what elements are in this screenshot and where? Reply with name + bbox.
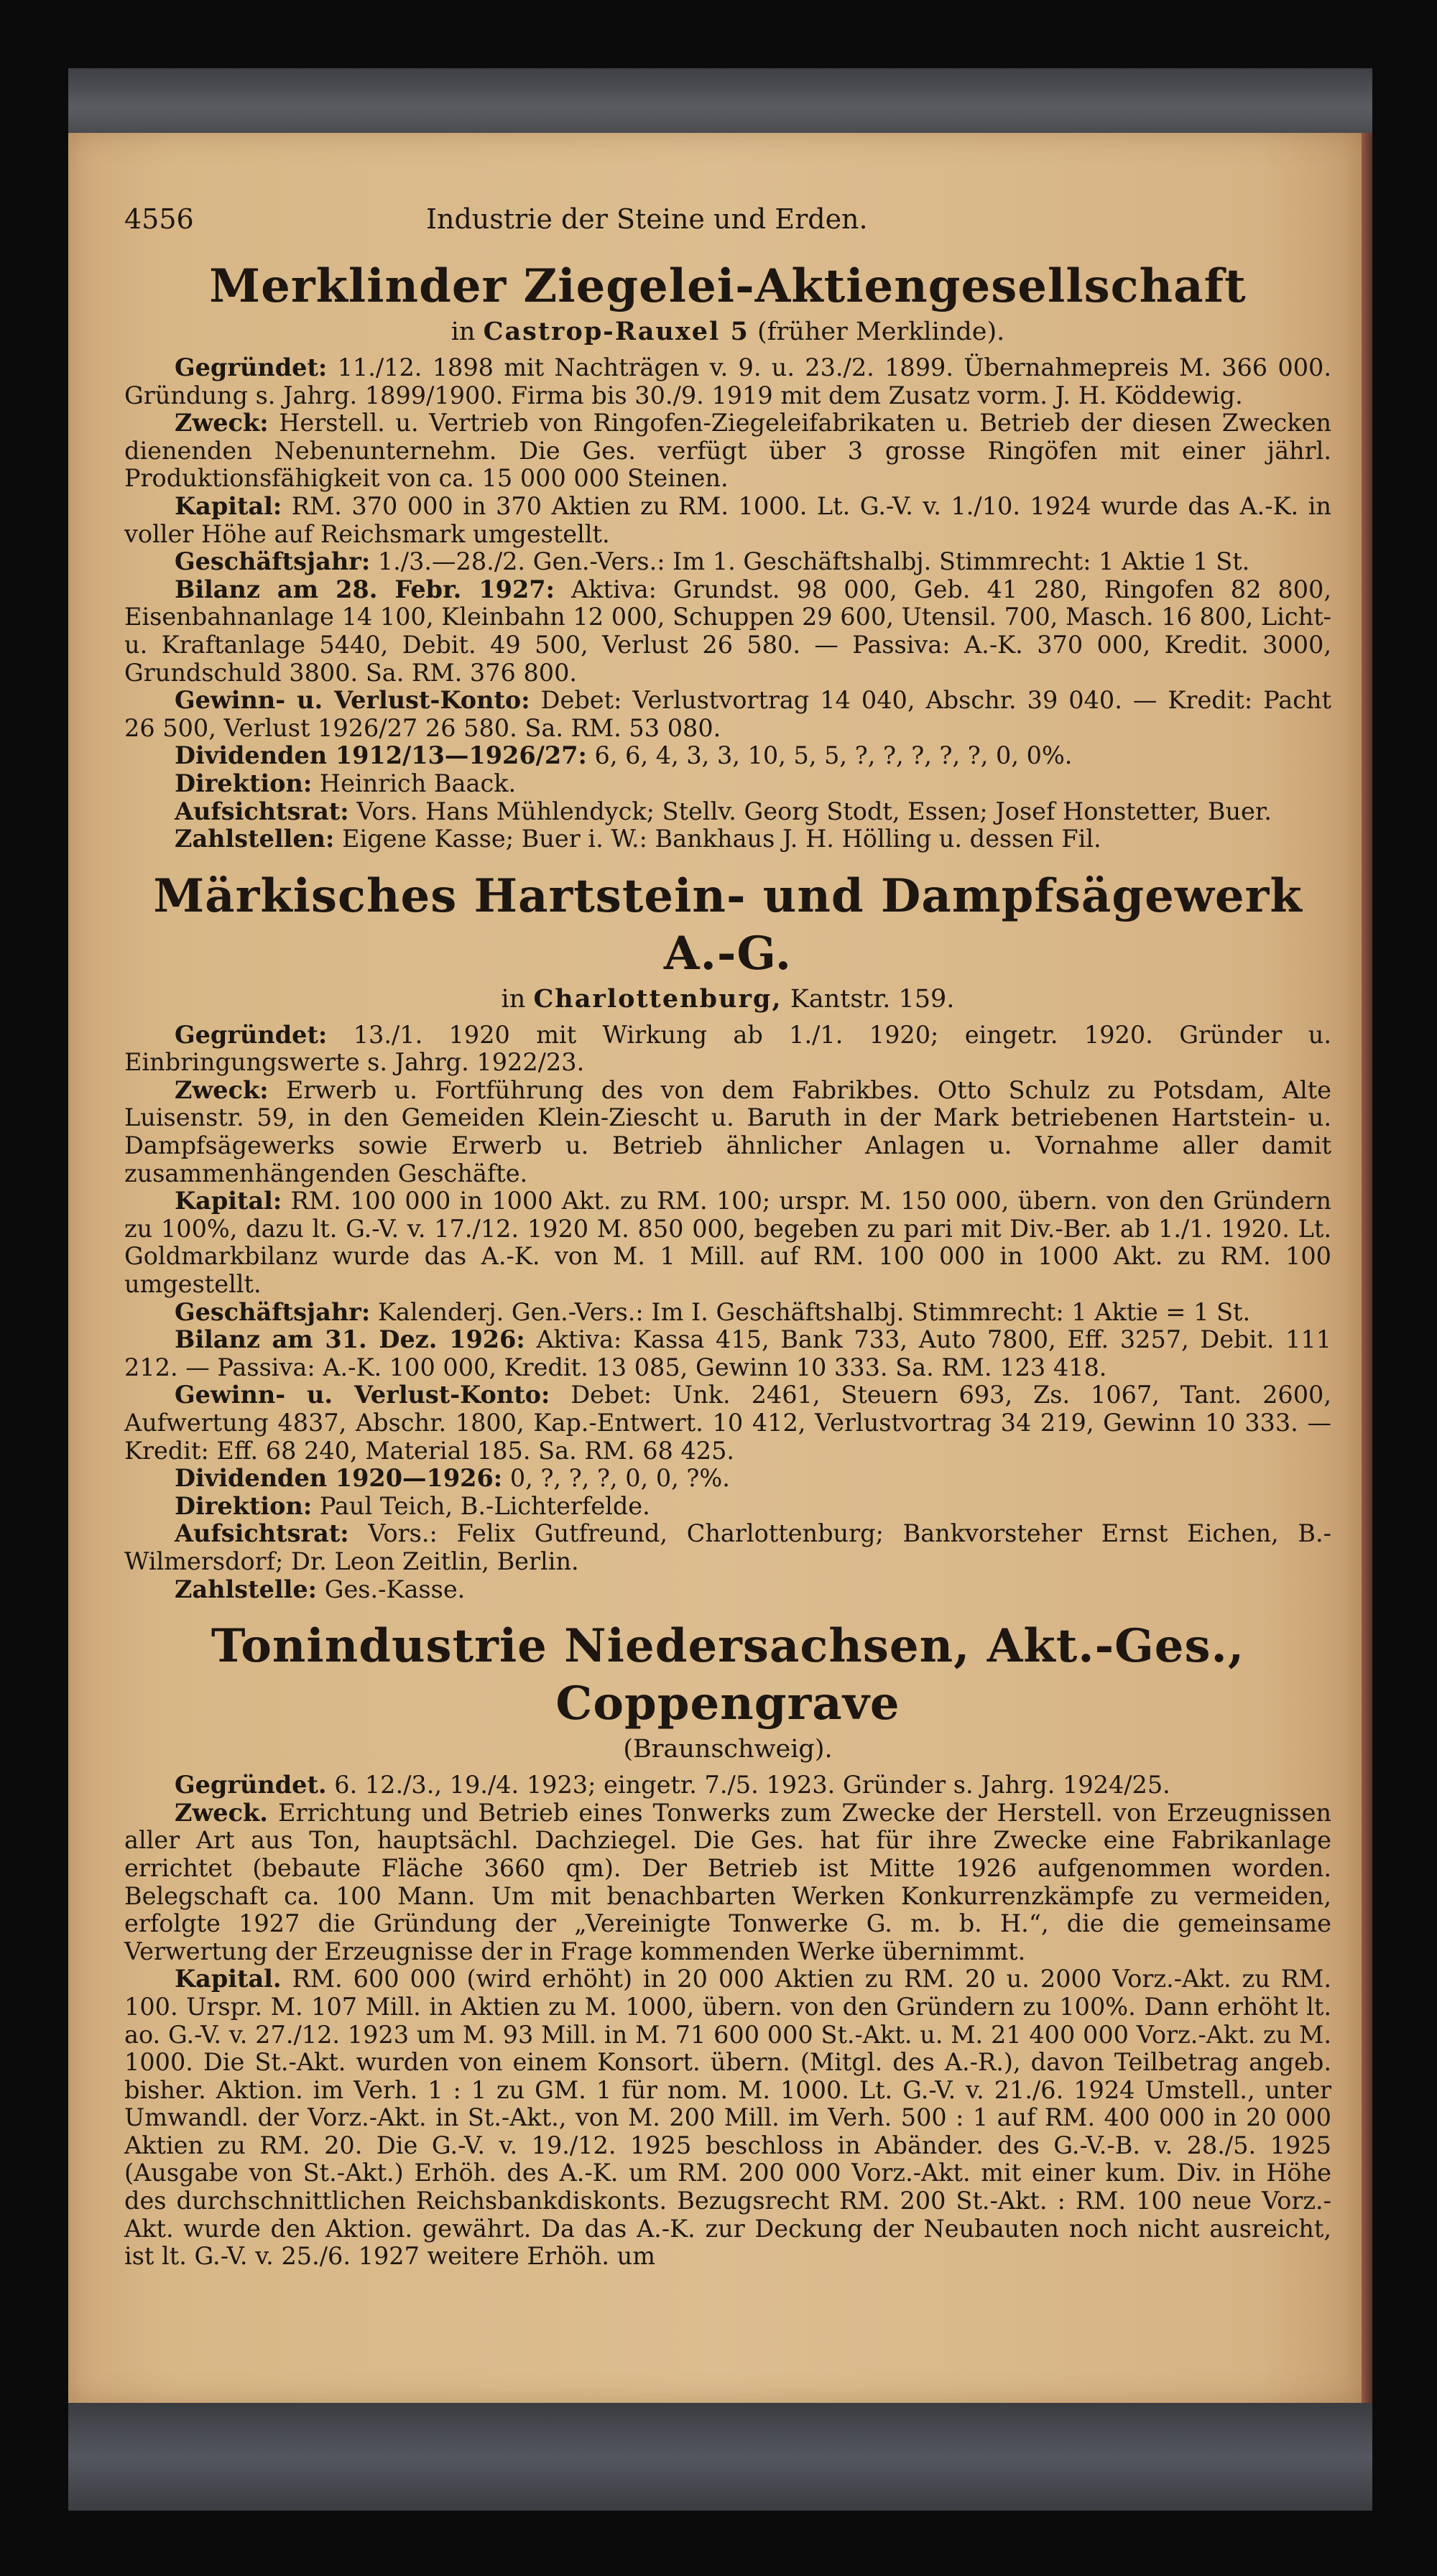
entry-management (124, 770, 1331, 798)
entry-balance (124, 576, 1331, 687)
entry-dividends (124, 742, 1331, 770)
company-location (124, 983, 1331, 1016)
scan-board-bottom (68, 2403, 1372, 2511)
company-title: Merklinder Ziegelei-Aktiengesellschaft (209, 259, 1247, 313)
entry-dividends (124, 1465, 1331, 1493)
entry-label: Gewinn- u. Verlust-Konto: (175, 686, 530, 715)
entry-fiscal-year (124, 548, 1331, 576)
entry-profit-loss (124, 687, 1331, 742)
page-content (124, 203, 1331, 2271)
location-prefix: in (501, 984, 526, 1014)
entry-management (124, 1493, 1331, 1521)
entry-capital (124, 493, 1331, 548)
entry-text: 6. 12./3., 19./4. 1923; eingetr. 7./5. 1923. Gründer s. Jahrg. 1924/25. (334, 1771, 1170, 1799)
entry-text: Errichtung und Betrieb eines Tonwerks zum Zwecke der Herstell. von Erzeugnissen aller Art aus Ton, hauptsächl. Dachziegel. Die Ges. hat für ihre Zwecke eine Fabrikanlage errichtet (bebaute Fläche 3660 qm). Der Betrieb ist Mitte 1926 aufgenommen worden. Belegschaft ca. 100 Mann. Um mit benachbarten Werken Konkurrenzkämpfe zu vermeiden, erfolgte 1927 die Gründung der „Vereinigte Tonwerke G. m. b. H.“, die die gemeinsame Verwertung der Erzeugnisse der in Frage kommenden Werke übernimmt. (124, 1798, 1331, 1965)
entry-label: Zweck: (175, 409, 269, 437)
entry-label: Aufsichtsrat: (175, 1519, 349, 1548)
entry-label: Gegründet: (175, 353, 328, 381)
entry-paying-agent (124, 1576, 1331, 1604)
entry-text: 11./12. 1898 mit Nachträgen v. 9. u. 23./2. 1899. Übernahmepreis M. 366 000. Gründung s. Jahrg. 1899/1900. Firma bis 30./9. 1919 mit dem Zusatz vorm. J. H. Köddewig. (124, 353, 1331, 409)
entry-text: 6, 6, 4, 3, 3, 10, 5, 5, ?, ?, ?, ?, ?, 0, 0%. (594, 741, 1073, 770)
entry-label: Aufsichtsrat: (175, 797, 349, 825)
entry-text: Eigene Kasse; Buer i. W.: Bankhaus J. H. Hölling u. dessen Fil. (342, 825, 1101, 853)
entry-label: Gegründet. (175, 1771, 327, 1799)
entry-text: Debet: Unk. 2461, Steuern 693, Zs. 1067, Tant. 2600, Aufwertung 4837, Abschr. 1800, Kap.-Entwert. 10 412, Verlustvortrag 34 219, Gewinn 10 333. — Kredit: Eff. 68 240, Material 185. Sa. RM. 68 425. (124, 1381, 1332, 1465)
entry-text: Paul Teich, B.-Lichterfelde. (319, 1491, 650, 1520)
entry-founded (124, 354, 1331, 409)
entry-paying-agents (124, 825, 1331, 853)
entry-founded (124, 1771, 1331, 1799)
entry-label: Bilanz am 31. Dez. 1926: (175, 1325, 525, 1354)
entry-profit-loss (124, 1381, 1331, 1465)
entry-text: Ges.-Kasse. (324, 1575, 466, 1603)
entry-label: Gegründet: (175, 1020, 328, 1049)
entry-text: Vors. Hans Mühlendyck; Stellv. Georg Stodt, Essen; Josef Honstetter, Buer. (356, 797, 1272, 825)
entry-label: Gewinn- u. Verlust-Konto: (175, 1381, 550, 1409)
company-title: Märkisches Hartstein- und Dampfsägewerk A.-G. (153, 868, 1303, 981)
entry-text: Erwerb u. Fortführung des von dem Fabrikbes. Otto Schulz zu Potsdam, Alte Luisenstr. 59, in den Gemeiden Klein-Ziescht u. Baruth in der Mark betriebenen Hartstein- u. Dampfsägewerks sowie Erwerb u. Betrieb ähnlicher Anlagen u. Vornahme aller damit zusammenhängenden Geschäfte. (124, 1075, 1332, 1187)
entry-capital (124, 1187, 1331, 1298)
entry-label: Kapital: (175, 491, 282, 520)
entry-label: Kapital: (175, 1187, 282, 1215)
entry-purpose (124, 409, 1331, 493)
company-entry (124, 868, 1331, 1603)
location-suffix: (Braunschweig). (623, 1735, 833, 1764)
entry-label: Direktion: (175, 1491, 313, 1520)
entry-label: Geschäftsjahr: (175, 1297, 371, 1326)
entry-text: 1./3.—28./2. Gen.-Vers.: Im 1. Geschäftshalbj. Stimmrecht: 1 Aktie 1 St. (377, 547, 1250, 576)
entry-founded (124, 1021, 1331, 1077)
entry-label: Zweck. (175, 1798, 268, 1827)
page-number: 4556 (124, 203, 194, 235)
entry-text: Heinrich Baack. (319, 769, 517, 797)
entry-purpose (124, 1799, 1331, 1966)
location-city: Charlottenburg, (533, 983, 782, 1014)
company-entry (124, 258, 1331, 853)
entry-text: Vors.: Felix Gutfreund, Charlottenburg; Bankvorsteher Ernst Eichen, B.-Wilmersdorf; Dr. Leon Zeitlin, Berlin. (124, 1519, 1331, 1575)
entry-text: Kalenderj. Gen.-Vers.: Im I. Geschäftshalbj. Stimmrecht: 1 Aktie = 1 St. (377, 1297, 1251, 1326)
company-entry (124, 1618, 1331, 2271)
running-title: Industrie der Steine und Erden. (426, 203, 868, 235)
entry-label: Zahlstellen: (175, 825, 335, 853)
entry-supervisory-board (124, 798, 1331, 826)
entry-text: 13./1. 1920 mit Wirkung ab 1./1. 1920; eingetr. 1920. Gründer u. Einbringungswerte s. Jahrg. 1922/23. (124, 1020, 1332, 1077)
entry-label: Zweck: (175, 1075, 269, 1104)
entry-capital (124, 1965, 1331, 2271)
entry-text: Aktiva: Kassa 415, Bank 733, Auto 7800, Eff. 3257, Debit. 111 212. — Passiva: A.-K. 100 000, Kredit. 13 085, Gewinn 10 333. Sa. RM. 123 418. (124, 1325, 1332, 1381)
entry-purpose (124, 1077, 1331, 1187)
entry-label: Bilanz am 28. Febr. 1927: (175, 575, 555, 603)
entry-text: 0, ?, ?, ?, 0, 0, ?%. (509, 1464, 730, 1493)
location-prefix: in (450, 318, 476, 346)
entry-label: Direktion: (175, 769, 313, 797)
entry-text: RM. 370 000 in 370 Aktien zu RM. 1000. Lt. G.-V. v. 1./10. 1924 wurde das A.-K. in voller Höhe auf Reichsmark umgestellt. (124, 491, 1331, 548)
document-page (68, 133, 1362, 2403)
entry-text: RM. 600 000 (wird erhöht) in 20 000 Aktien zu RM. 20 u. 2000 Vorz.-Akt. zu RM. 100. Urspr. M. 107 Mill. in Aktien zu M. 1000, übern. von den Gründern zu 100%. Dann erhöht lt. ao. G.-V. v. 27./12. 1923 um M. 93 Mill. in M. 71 600 000 St.-Akt. u. M. 21 400 000 Vorz.-Akt. zu M. 1000. Die St.-Akt. wurden von einem Konsort. übern. (Mitgl. des A.-R.), davon Teilbetrag angeb. bisher. Aktion. im Verh. 1 : 1 zu GM. 1 für nom. M. 1000. Lt. G.-V. v. 21./6. 1924 Umstell., unter Umwandl. der Vorz.-Akt. in St.-Akt., von M. 200 Mill. im Verh. 500 : 1 auf RM. 400 000 in 20 000 Aktien zu RM. 20. Die G.-V. v. 19./12. 1925 beschloss in Abänder. des G.-V.-B. v. 28./5. 1925 (Ausgabe von St.-Akt.) Erhöh. des A.-K. um RM. 200 000 Vorz.-Akt. mit einer kum. Div. in Höhe des durchschnittlichen Reichsbankdiskonts. Bezugsrecht RM. 200 St.-Akt. : RM. 100 neue Vorz.-Akt. wurde den Aktion. gewährt. Da das A.-K. zur Deckung der Neubauten noch nicht ausreicht, ist lt. G.-V. v. 25./6. 1927 weitere Erhöh. um (124, 1965, 1331, 2271)
scan-board-top (68, 68, 1372, 133)
entry-text: Aktiva: Grundst. 98 000, Geb. 41 280, Ringofen 82 800, Eisenbahnanlage 14 100, Kleinbahn 12 000, Schuppen 29 600, Utensil. 700, Masch. 16 800, Licht- u. Kraftanlage 5440, Debit. 49 500, Verlust 26 580. — Passiva: A.-K. 370 000, Kredit. 3000, Grundschuld 3800. Sa. RM. 376 800. (124, 575, 1331, 687)
entry-balance (124, 1326, 1331, 1381)
location-city: Castrop-Rauxel 5 (483, 317, 749, 346)
entry-text: RM. 100 000 in 1000 Akt. zu RM. 100; urspr. M. 150 000, übern. von den Gründern zu 100%, dazu lt. G.-V. v. 17./12. 1920 M. 850 000, begeben zu pari mit Div.-Ber. ab 1./1. 1920. Lt. Goldmarkbilanz wurde das A.-K. von M. 1 Mill. auf RM. 100 000 in 1000 Akt. zu RM. 100 umgestellt. (124, 1187, 1331, 1299)
entry-fiscal-year (124, 1299, 1331, 1327)
entry-label: Dividenden 1920—1926: (175, 1464, 503, 1493)
running-header (124, 203, 1331, 244)
entry-label: Geschäftsjahr: (175, 547, 371, 576)
company-location (124, 1733, 1331, 1766)
entry-label: Dividenden 1912/13—1926/27: (175, 741, 587, 770)
location-suffix: (früher Merklinde). (757, 318, 1005, 346)
company-location (124, 315, 1331, 348)
location-suffix: Kantstr. 159. (790, 984, 955, 1014)
entry-text: Herstell. u. Vertrieb von Ringofen-Ziegeleifabrikaten u. Betrieb der diesen Zwecken dienenden Nebenunternehm. Die Ges. verfügt über 3 grosse Ringöfen mit einer jährl. Produktionsfähigkeit von ca. 15 000 000 Steinen. (124, 409, 1331, 493)
entry-supervisory-board (124, 1520, 1331, 1575)
entry-label: Kapital. (175, 1965, 282, 1993)
entry-label: Zahlstelle: (175, 1575, 318, 1603)
company-title: Tonindustrie Niedersachsen, Akt.-Ges., Coppengrave (211, 1619, 1245, 1731)
entry-text: Debet: Verlustvortrag 14 040, Abschr. 39 040. — Kredit: Pacht 26 500, Verlust 1926/27 26 580. Sa. RM. 53 080. (124, 686, 1331, 742)
